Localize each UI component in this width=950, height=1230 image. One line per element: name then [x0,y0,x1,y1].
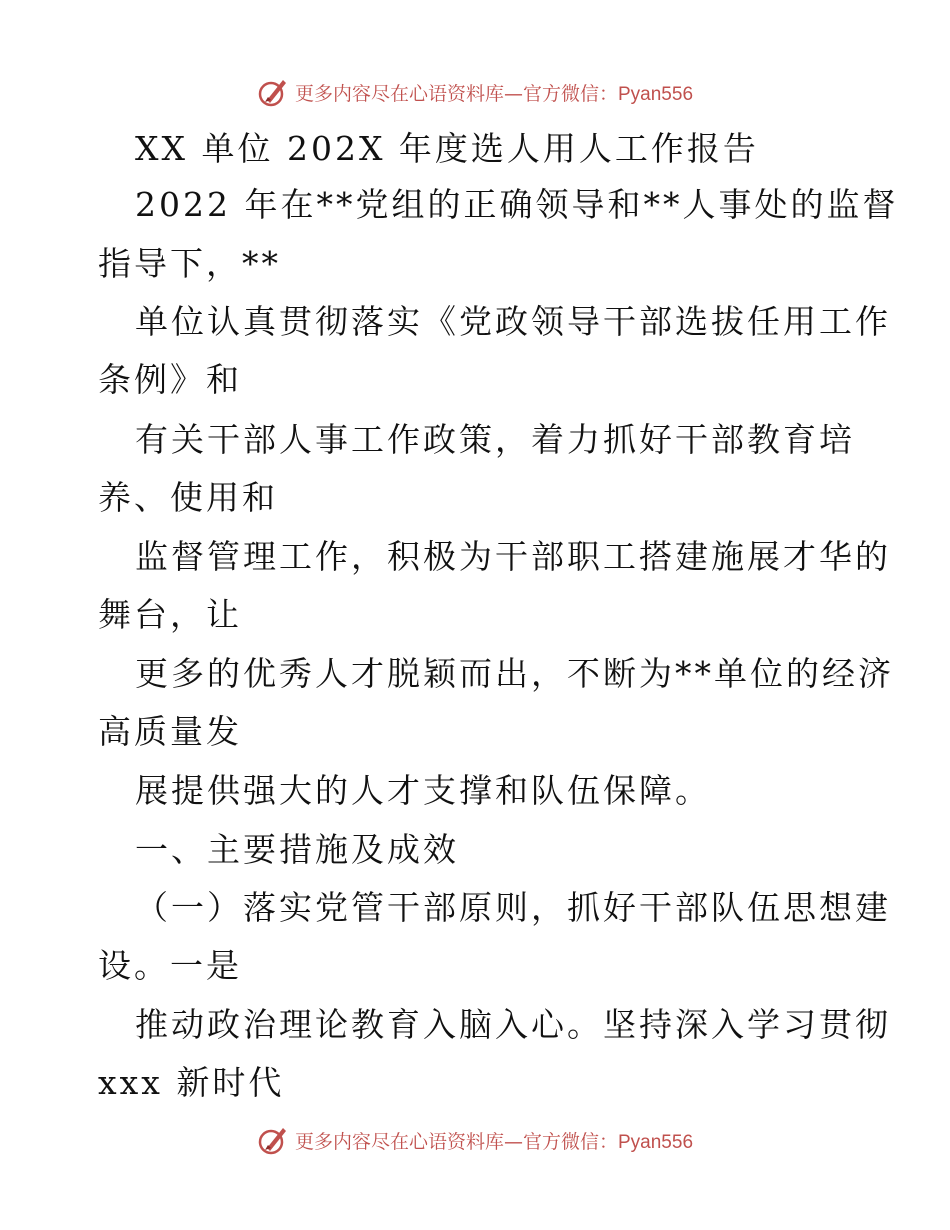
paragraph-line: 设。一是 [98,946,242,985]
footer-wechat-handle: Pyan556 [618,1131,694,1153]
quill-pen-logo-icon [257,76,289,108]
header-watermark-text: 更多内容尽在心语资料库—官方微信：Pyan556 [294,82,694,105]
paragraph-line: 2022 年在**党组的正确领导和**人事处的监督 [135,185,899,224]
paragraph-line: 推动政治理论教育入脑入心。坚持深入学习贯彻 [135,1005,891,1044]
paragraph-line: 高质量发 [98,712,242,751]
paragraph-line: 有关干部人事工作政策，着力抓好干部教育培 [135,420,855,459]
paragraph-line: xxx 新时代 [98,1063,285,1102]
footer-watermark-text: 更多内容尽在心语资料库—官方微信：Pyan556 [294,1130,694,1153]
header-wechat-handle: Pyan556 [618,83,694,105]
document-title: XX 单位 202X 年度选人用人工作报告 [135,129,759,168]
section-heading: 一、主要措施及成效 [135,830,459,869]
paragraph-line: 单位认真贯彻落实《党政领导干部选拔任用工作 [135,302,891,341]
paragraph-line: 指导下，** [98,244,281,283]
paragraph-line: 展提供强大的人才支撑和队伍保障。 [135,771,711,810]
quill-pen-logo-icon [257,1124,289,1156]
footer-watermark-banner [0,1118,950,1162]
subsection-heading: （一）落实党管干部原则，抓好干部队伍思想建 [135,888,891,927]
paragraph-line: 舞台，让 [98,595,242,634]
paragraph-line: 更多的优秀人才脱颖而出，不断为**单位的经济 [135,654,894,693]
paragraph-line: 养、使用和 [98,478,278,517]
header-watermark-banner [0,70,950,114]
paragraph-line: 条例》和 [98,360,242,399]
paragraph-line: 监督管理工作，积极为干部职工搭建施展才华的 [135,537,891,576]
